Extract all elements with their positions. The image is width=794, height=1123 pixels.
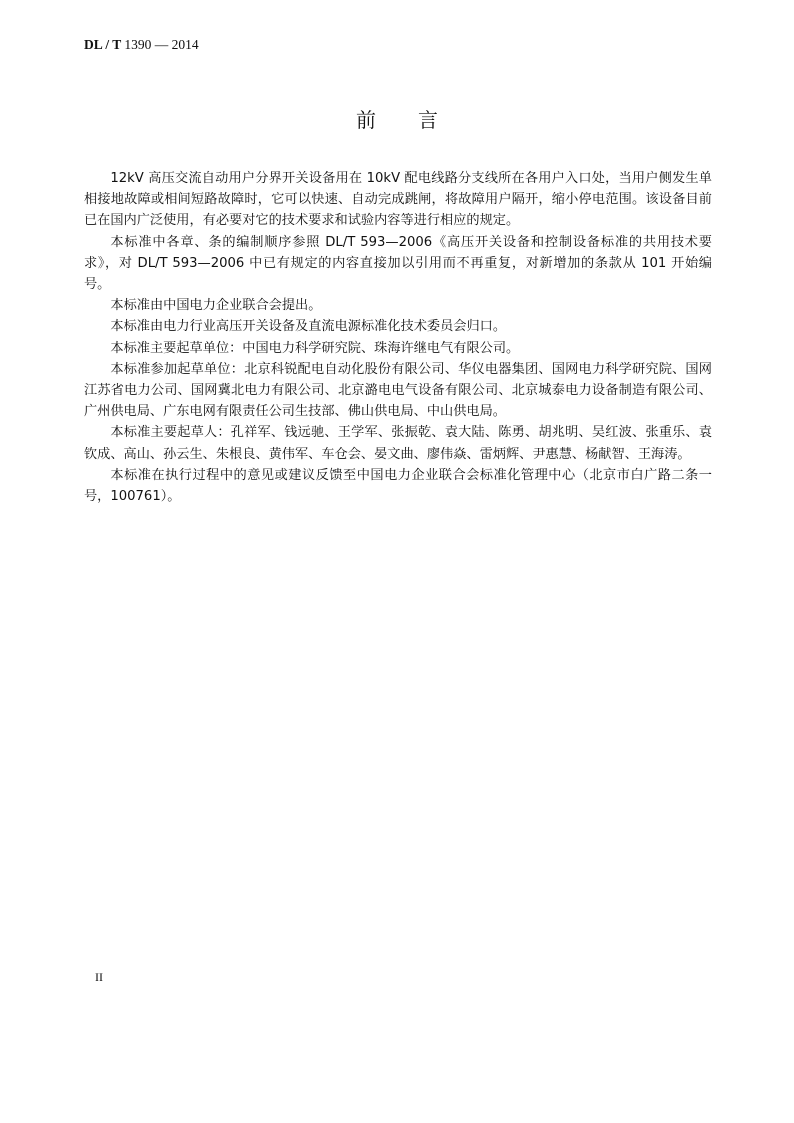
paragraph-participating-drafters: 本标准参加起草单位：北京科锐配电自动化股份有限公司、华仪电器集团、国网电力科学研究院、国网江苏省电力公司、国网冀北电力有限公司、北京潞电电气设备有限公司、北京城泰电力设备制造有限公司、广州供电局、广东电网有限责任公司生技部、佛山供电局、中山供电局。 (84, 361, 712, 420)
paragraph-main-drafters: 本标准主要起草单位：中国电力科学研究院、珠海许继电气有限公司。 (110, 340, 520, 356)
paragraph-scope: 12kV 高压交流自动用户分界开关设备用在 10kV 配电线路分支线所在各用户入口处，当用户侧发生单相接地故障或相间短路故障时，它可以快速、自动完成跳闸，将故障用户隔开，缩小停电范围。该设备目前已在国内广泛使用，有必要对它的技术要求和试验内容等进行相应的规定。 (84, 171, 712, 229)
paragraph-feedback: 本标准在执行过程中的意见或建议反馈至中国电力企业联合会标准化管理中心（北京市白广路二条一号，100761）。 (84, 467, 712, 505)
document-code-header (84, 37, 199, 53)
page-number: II (95, 970, 103, 984)
page-title (0, 104, 794, 133)
standard-prefix: DL / T (84, 37, 122, 52)
paragraph-structure: 本标准中各章、条的编制顺序参照 DL/T 593—2006《高压开关设备和控制设备标准的共用技术要求》，对 DL/T 593—2006 中已有规定的内容直接加以引用而不再重复，对新增加的条款从 101 开始编号。 (84, 234, 712, 293)
paragraph-committee: 本标准由电力行业高压开关设备及直流电源标准化技术委员会归口。 (110, 319, 507, 335)
title-char-1: 前 (356, 108, 376, 132)
paragraph-drafting-persons: 本标准主要起草人：孔祥军、钱远驰、王学军、张振乾、袁大陆、陈勇、胡兆明、吴红波、张重乐、袁钦成、高山、孙云生、朱根良、黄伟军、车仓会、晏文曲、廖伟焱、雷炳辉、尹惠慧、杨献智、王海涛。 (84, 425, 712, 462)
title-char-2: 言 (418, 108, 438, 132)
paragraph-proposer: 本标准由中国电力企业联合会提出。 (110, 298, 322, 314)
foreword-body (84, 168, 712, 507)
standard-number: 1390 — 2014 (124, 37, 199, 52)
